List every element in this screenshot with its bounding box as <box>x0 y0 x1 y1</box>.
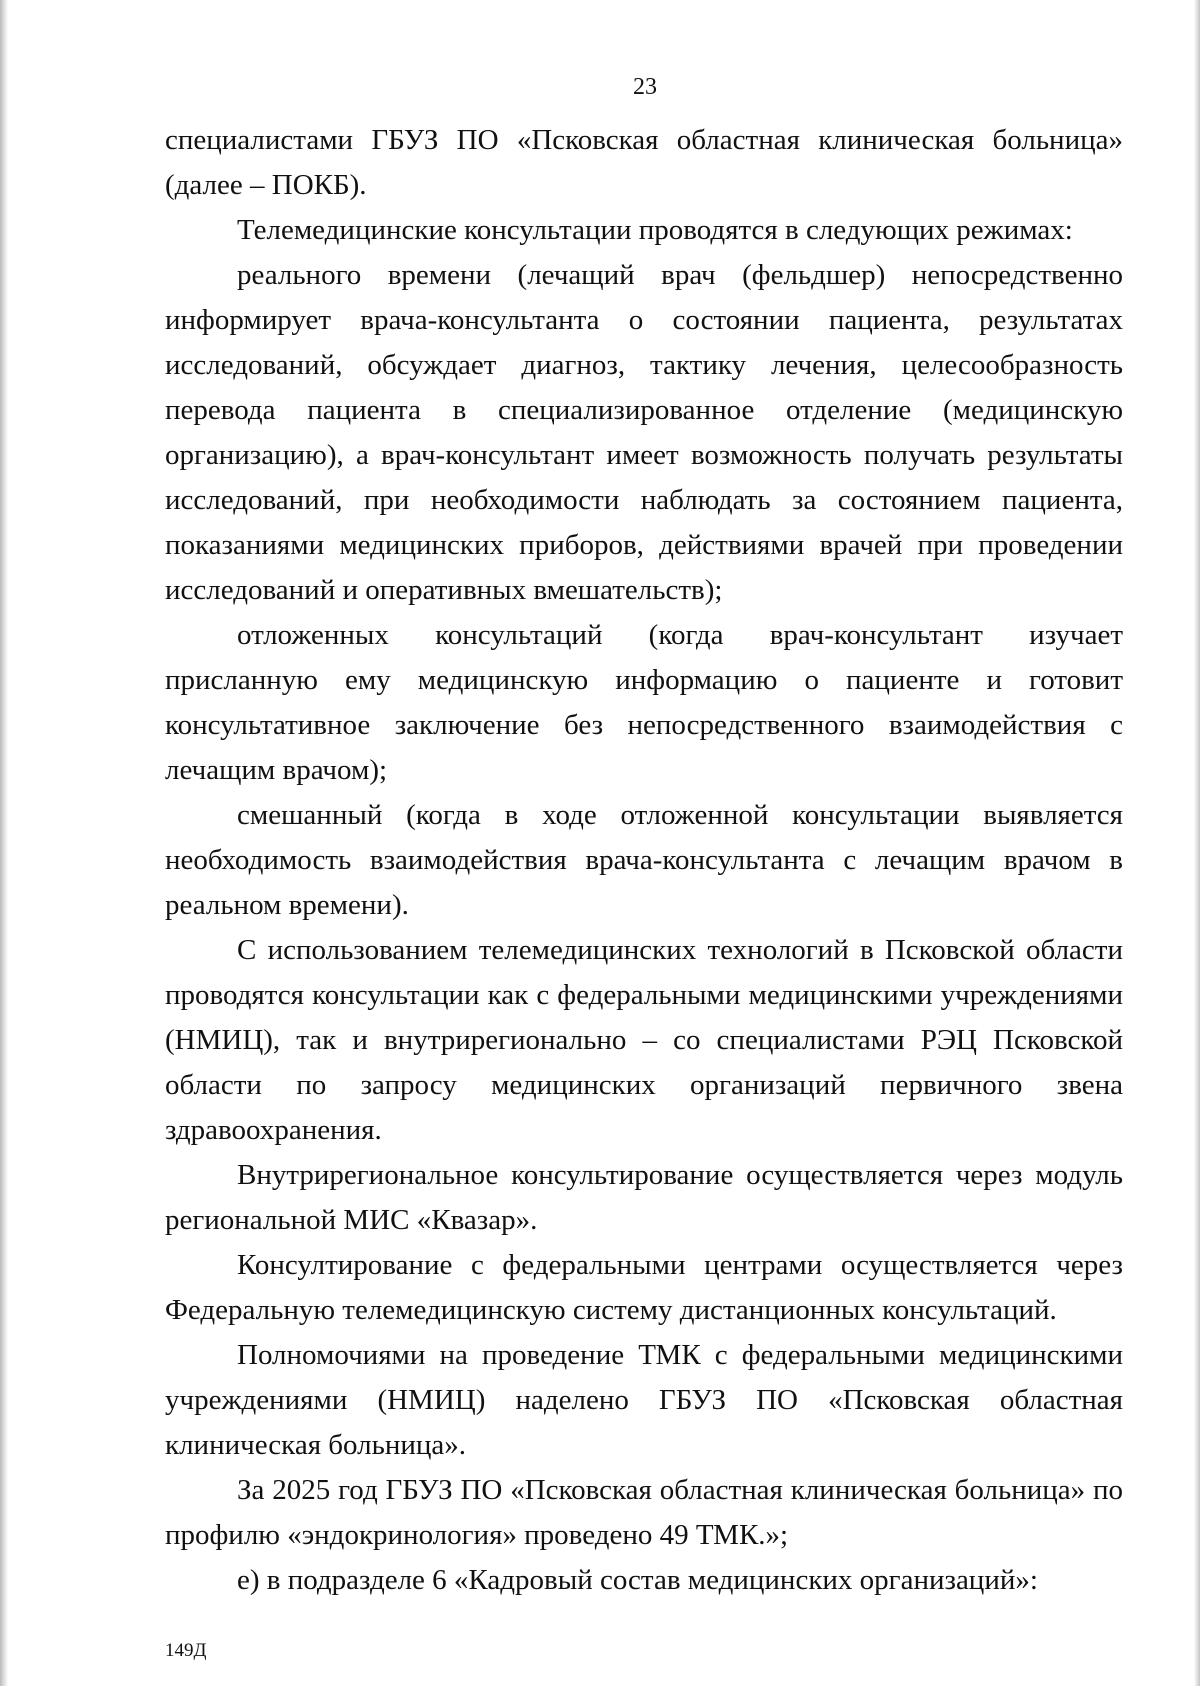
document-body <box>165 118 1123 1603</box>
paragraph-deferred-mode: отложенных консультаций (когда врач-консультант изучает присланную ему медицинскую информацию о пациенте и готовит консультативное заключение без непосредственного взаимодействия с лечащим врачом); <box>165 619 1123 786</box>
document-code: 149Д <box>165 1640 207 1661</box>
scan-shadow-right <box>1194 0 1200 1686</box>
paragraph-intraregional: Внутрирегиональное консультирование осуществляется через модуль региональной МИС «Квазар». <box>165 1159 1123 1236</box>
paragraph-subsection-6: е) в подразделе 6 «Кадровый состав медицинских организаций»: <box>237 1564 1038 1596</box>
paragraph-2025-statistics: За 2025 год ГБУЗ ПО «Псковская областная клиническая больница» по профилю «эндокринология» проведено 49 ТМК.»; <box>165 1474 1123 1551</box>
paragraph-federal-centers: Консултирование с федеральными центрами осуществляется через Федеральную телемедицинскую систему дистанционных консультаций. <box>165 1249 1123 1326</box>
paragraph-tmk-modes-intro: Телемедицинские консультации проводятся в следующих режимах: <box>237 214 1073 246</box>
page-number: 23 <box>633 74 657 100</box>
scan-shadow-left <box>0 0 8 1686</box>
paragraph-continuation: специалистами ГБУЗ ПО «Псковская областная клиническая больница» (далее – ПОКБ). <box>165 124 1123 201</box>
paragraph-mixed-mode: смешанный (когда в ходе отложенной консультации выявляется необходимость взаимодействия врача-консультанта с лечащим врачом в реальном времени). <box>165 799 1123 921</box>
paragraph-consultation-scope: С использованием телемедицинских технологий в Псковской области проводятся консультации как с федеральными медицинскими учреждениями (НМИЦ), так и внутрирегионально – со специалистами РЭЦ Псковской области по запросу медицинских организаций первичного звена здравоохранения. <box>165 934 1123 1146</box>
paragraph-authority: Полномочиями на проведение ТМК с федеральными медицинскими учреждениями (НМИЦ) наделено ГБУЗ ПО «Псковская областная клиническая больница». <box>165 1339 1123 1461</box>
paragraph-realtime-mode: реального времени (лечащий врач (фельдшер) непосредственно информирует врача-консультанта о состоянии пациента, результатах исследований, обсуждает диагноз, тактику лечения, целесообразность перевода пациента в специализированное отделение (медицинскую организацию), а врач-консультант имеет возможность получать результаты исследований, при необходимости наблюдать за состоянием пациента, показаниями медицинских приборов, действиями врачей при проведении исследований и оперативных вмешательств); <box>165 259 1123 606</box>
